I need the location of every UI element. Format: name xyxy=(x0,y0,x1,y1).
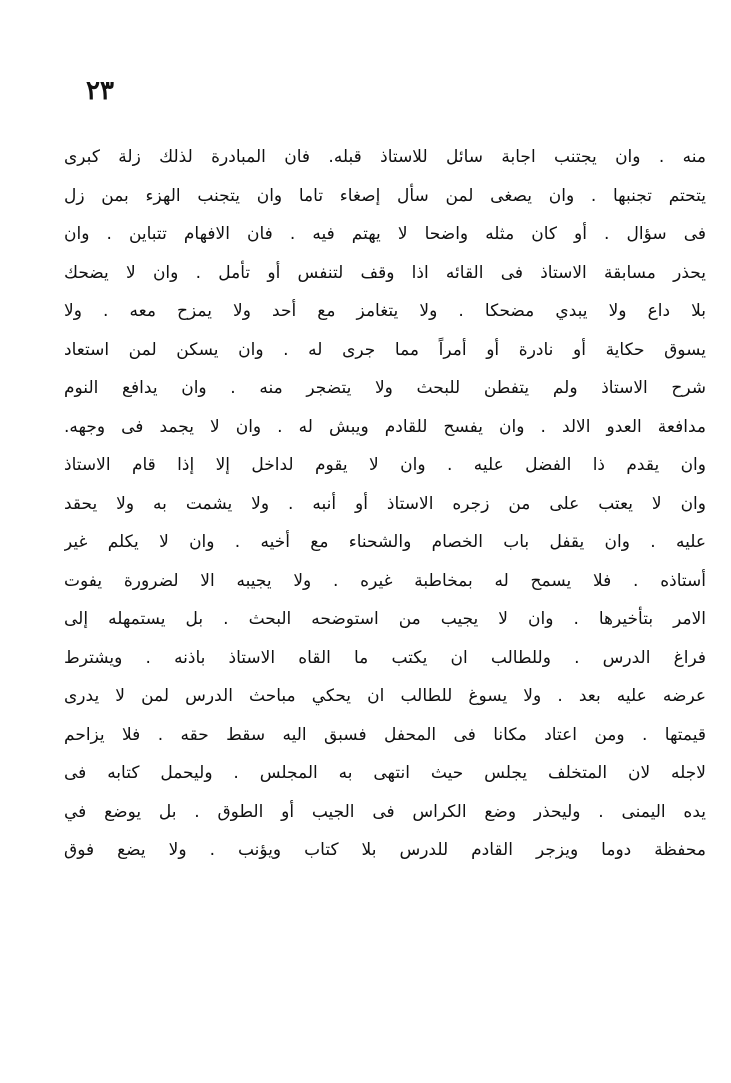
text-line: عرضه عليه بعد . ولا يسوغ للطالب ان يحكي مباحث الدرس لمن لا يدرى xyxy=(64,686,706,706)
text-line: لاجله لان المتخلف يجلس حيث انتهى به المجلس . وليحمل كتابه فى xyxy=(64,763,706,783)
text-line: الامر بتأخيرها . وان لا يجيب من استوضحه البحث . بل يستمهله إلى xyxy=(64,609,706,629)
text-line: فى سؤال . أو كان مثله واضحا لا يهتم فيه . فان الافهام تتباين . وان xyxy=(64,224,706,244)
text-line: يتحتم تجنبها . وان يصغى لمن سأل إصغاء تاما وان يتجنب الهزء بمن زل xyxy=(64,185,706,206)
text-line: شرح الاستاذ ولم يتفطن للبحث ولا يتضجر منه . وان يدافع النوم xyxy=(64,378,706,398)
body-text xyxy=(64,138,706,870)
page-number: ٢٣ xyxy=(86,76,114,106)
text-line: محفظة دوما ويزجر القادم للدرس بلا كتاب ويؤنب . ولا يضع فوق xyxy=(64,840,706,860)
text-line: مدافعة العدو الالد . وان يفسح للقادم ويبش له . وان لا يجمد فى وجهه. xyxy=(64,416,706,437)
text-line: فراغ الدرس . وللطالب ان يكتب ما القاه الاستاذ باذنه . ويشترط xyxy=(64,647,706,668)
text-line: عليه . وان يقفل باب الخصام والشحناء مع أخيه . وان لا يكلم غير xyxy=(64,532,706,552)
text-line: يحذر مسابقة الاستاذ فى القائه اذا وقف لتنفس أو تأمل . وان لا يضحك xyxy=(64,262,706,283)
text-line: بلا داع ولا يبدي مضحكا . ولا يتغامز مع أحد ولا يمزح معه . ولا xyxy=(64,301,706,321)
text-line: منه . وان يجتنب اجابة سائل للاستاذ قبله. فان المبادرة لذلك زلة كبرى xyxy=(64,147,706,167)
text-line: وان يقدم ذا الفضل عليه . وان لا يقوم لداخل إلا إذا قام الاستاذ xyxy=(64,455,706,475)
text-line: أستاذه . فلا يسمح له بمخاطبة غيره . ولا يجيبه الا لضرورة يفوت xyxy=(64,570,706,591)
text-line: قيمتها . ومن اعتاد مكانا فى المحفل فسبق اليه سقط حقه . فلا يزاحم xyxy=(64,724,706,745)
text-line: وان لا يعتب على من زجره الاستاذ أو أنبه . ولا يشمت به ولا يحقد xyxy=(64,493,706,514)
text-line: يسوق حكاية أو نادرة أو أمراً مما جرى له . وان يسكن لمن استعاد xyxy=(64,339,706,360)
text-line: يده اليمنى . وليحذر وضع الكراس فى الجيب أو الطوق . بل يوضع في xyxy=(64,801,706,822)
